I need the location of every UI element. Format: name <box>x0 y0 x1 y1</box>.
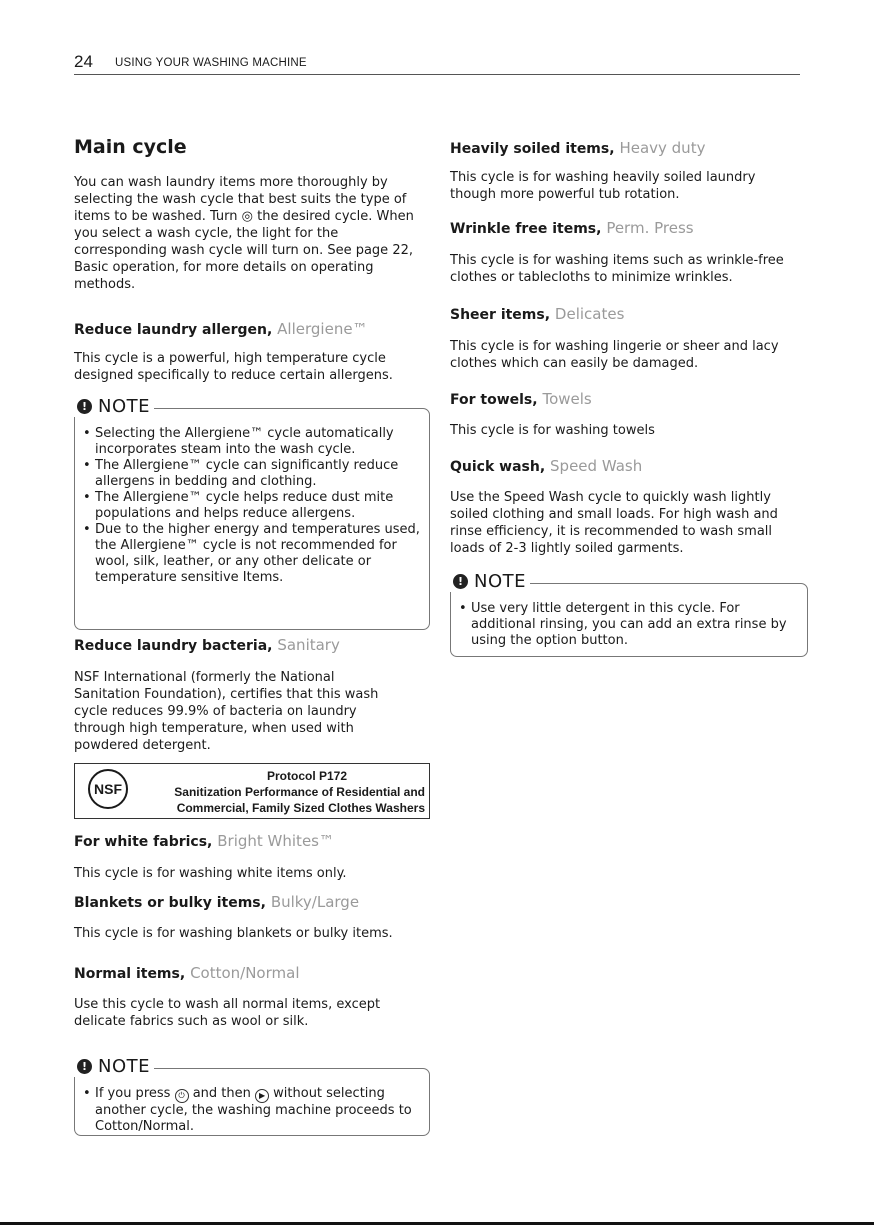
allergen-heading <box>74 320 368 338</box>
bulky-cycle-name: Bulky/Large <box>270 893 360 911</box>
normal-heading <box>74 964 300 982</box>
intro-paragraph: You can wash laundry items more thoroughly by selecting the wash cycle that best suits the type of items to be washed. Turn ◎ the desired cycle. When you select a wash cycle, the light for the corresponding wash cycle will turn on. See page 22, Basic operation, for more details on operating methods. <box>74 175 414 292</box>
heavy-heading <box>450 139 705 157</box>
note-item <box>83 1086 423 1135</box>
note-title: NOTE <box>98 396 151 417</box>
allergen-body: This cycle is a powerful, high temperature cycle designed specifically to reduce certain allergens. <box>74 351 393 383</box>
white-cycle-name: Bright Whites™ <box>217 832 334 850</box>
heavy-body: This cycle is for washing heavily soiled laundry though more powerful tub rotation. <box>450 170 756 202</box>
normal-cycle-name: Cotton/Normal <box>190 964 300 982</box>
info-icon: ! <box>453 574 468 589</box>
heavy-cycle-name: Heavy duty <box>619 139 706 157</box>
power-icon: ⏻ <box>175 1089 189 1103</box>
towels-cycle-name: Towels <box>542 390 592 408</box>
towels-heading <box>450 390 592 408</box>
nsf-logo: NSF <box>88 769 128 809</box>
sheer-heading <box>450 305 624 323</box>
nsf-line-3: Commercial, Family Sized Clothes Washers <box>176 801 425 815</box>
note-box-normal <box>74 1056 430 1136</box>
nsf-line-2: Sanitization Performance of Residential and <box>174 785 425 799</box>
towels-body: This cycle is for washing towels <box>450 423 655 438</box>
note-list <box>83 426 423 586</box>
section-title: USING YOUR WASHING MACHINE <box>115 57 307 69</box>
nsf-protocol: Protocol P172 <box>266 769 348 783</box>
note-header <box>71 1056 154 1077</box>
bulky-heading <box>74 893 359 911</box>
quick-heading <box>450 457 642 475</box>
start-pause-icon: ▶ <box>255 1089 269 1103</box>
sheer-heading-text: Sheer items, <box>450 307 551 323</box>
note-title: NOTE <box>98 1056 151 1077</box>
note-item: • Use very little detergent in this cycle. For additional rinsing, you can add an extra rinse by using the option button. <box>459 601 801 649</box>
note-box-speed-wash <box>450 571 808 657</box>
wrinkle-heading <box>450 219 694 237</box>
white-heading-text: For white fabrics, <box>74 834 213 850</box>
bulky-body: This cycle is for washing blankets or bulky items. <box>74 926 393 941</box>
note-text-b: and then <box>192 1086 251 1101</box>
note-item: • The Allergiene™ cycle helps reduce dust mite populations and helps reduce allergens. <box>83 490 423 522</box>
note-header <box>71 396 154 417</box>
page-number: 24 <box>74 52 93 71</box>
page-header <box>74 52 800 75</box>
normal-body: Use this cycle to wash all normal items, except delicate fabrics such as wool or silk. <box>74 997 381 1029</box>
sheer-cycle-name: Delicates <box>554 305 625 323</box>
note-item: • Due to the higher energy and temperatures used, the Allergiene™ cycle is not recommended for wool, silk, leather, or any other delicate or temperature sensitive Items. <box>83 522 423 586</box>
info-icon: ! <box>77 399 92 414</box>
towels-heading-text: For towels, <box>450 392 538 408</box>
wrinkle-body: This cycle is for washing items such as wrinkle-free clothes or tablecloths to minimize wrinkles. <box>450 253 784 285</box>
info-icon: ! <box>77 1059 92 1074</box>
white-heading <box>74 832 334 850</box>
wrinkle-cycle-name: Perm. Press <box>606 219 694 237</box>
note-list <box>83 1086 423 1135</box>
note-title: NOTE <box>474 571 527 592</box>
quick-heading-text: Quick wash, <box>450 459 546 475</box>
bacteria-body: NSF International (formerly the National Sanitation Foundation), certifies that this wash cycle reduces 99.9% of bacteria on laundry through high temperature, when used with powdered detergent. <box>74 670 379 753</box>
quick-cycle-name: Speed Wash <box>550 457 643 475</box>
nsf-certification-box <box>74 763 430 819</box>
main-title: Main cycle <box>74 136 187 158</box>
bacteria-cycle-name: Sanitary <box>277 636 340 654</box>
sheer-body: This cycle is for washing lingerie or sheer and lacy clothes which can easily be damaged. <box>450 339 779 371</box>
heavy-heading-text: Heavily soiled items, <box>450 141 615 157</box>
note-list <box>459 601 801 649</box>
note-item: • The Allergiene™ cycle can significantly reduce allergens in bedding and clothing. <box>83 458 423 490</box>
allergen-cycle-name: Allergiene™ <box>277 320 368 338</box>
bacteria-heading <box>74 636 340 654</box>
note-text-a: If you press <box>95 1086 171 1101</box>
white-body: This cycle is for washing white items only. <box>74 866 347 881</box>
bacteria-heading-text: Reduce laundry bacteria, <box>74 638 273 654</box>
allergen-heading-text: Reduce laundry allergen, <box>74 322 273 338</box>
wrinkle-heading-text: Wrinkle free items, <box>450 221 602 237</box>
note-box-allergiene <box>74 396 430 630</box>
normal-heading-text: Normal items, <box>74 966 186 982</box>
note-header <box>447 571 530 592</box>
quick-body: Use the Speed Wash cycle to quickly wash lightly soiled clothing and small loads. For high wash and rinse efficiency, it is recommended to wash small loads of 2-3 lightly soiled garments. <box>450 490 778 556</box>
note-text-c: without selecting another cycle, the washing machine proceeds to Cotton/Normal. <box>95 1086 412 1134</box>
bulky-heading-text: Blankets or bulky items, <box>74 895 266 911</box>
note-item: • Selecting the Allergiene™ cycle automatically incorporates steam into the wash cycle. <box>83 426 423 458</box>
